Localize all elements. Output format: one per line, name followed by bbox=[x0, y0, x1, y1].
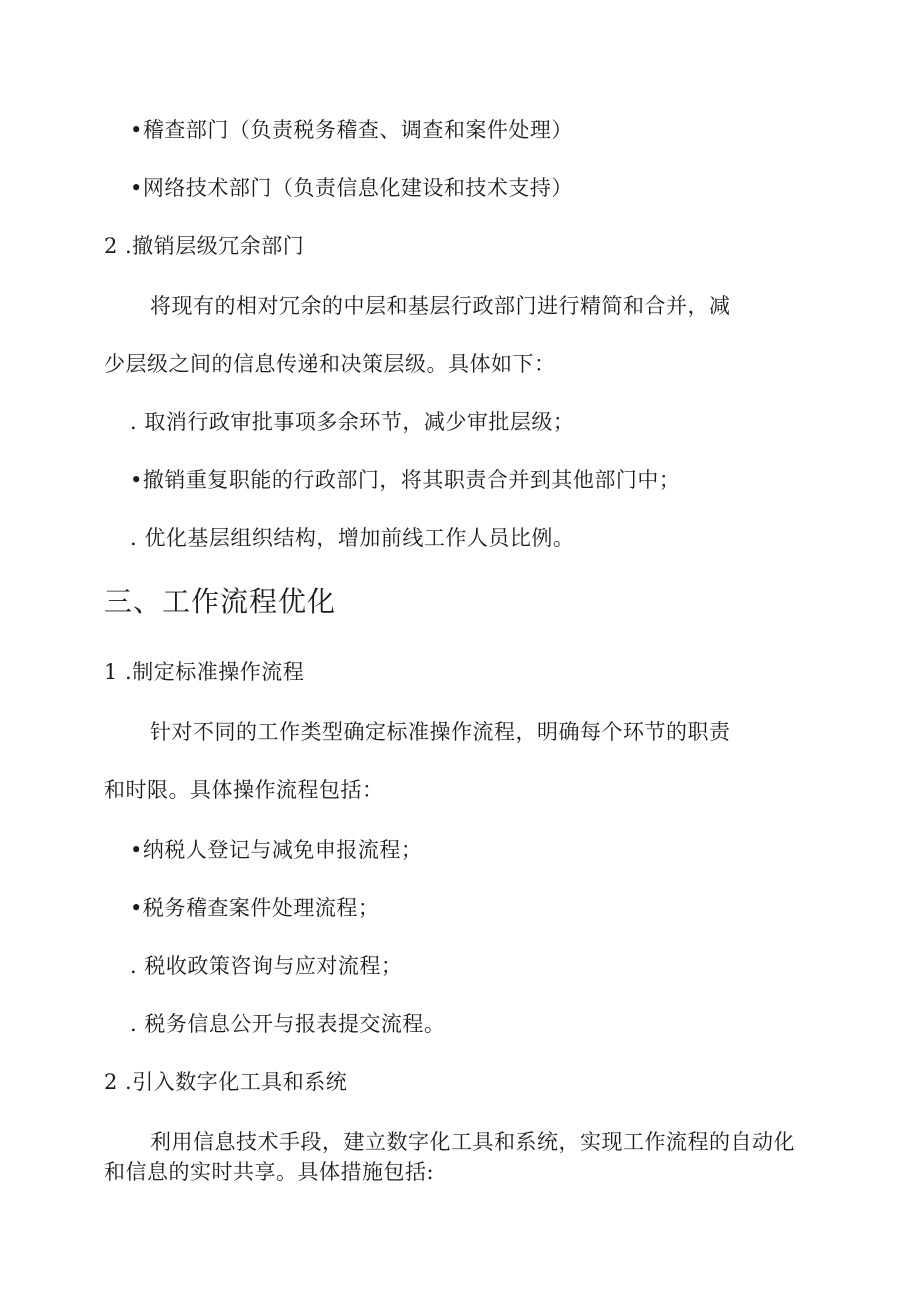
section-heading-workflow-optimization: 三、工作流程优化 bbox=[104, 585, 337, 618]
subheading-standard-procedures: 1 .制定标准操作流程 bbox=[104, 660, 305, 684]
list-item: . 税务信息公开与报表提交流程。 bbox=[130, 1012, 446, 1036]
bullet-audit-department: •稽查部门（负责税务稽查、调查和案件处理） bbox=[130, 118, 573, 142]
list-item: . 取消行政审批事项多余环节，减少审批层级； bbox=[130, 410, 575, 434]
subheading-remove-redundant-departments: 2 .撤销层级冗余部门 bbox=[104, 234, 305, 258]
paragraph-line: 和信息的实时共享。具体措施包括: bbox=[104, 1160, 435, 1184]
list-item: •纳税人登记与减免申报流程； bbox=[130, 838, 423, 862]
paragraph-line: 将现有的相对冗余的中层和基层行政部门进行精简和合并，减 bbox=[150, 294, 731, 318]
paragraph-line: 利用信息技术手段，建立数字化工具和系统，实现工作流程的自动化 bbox=[150, 1130, 795, 1154]
paragraph-line: 针对不同的工作类型确定标准操作流程，明确每个环节的职责 bbox=[150, 720, 731, 744]
list-item: . 税收政策咨询与应对流程； bbox=[130, 954, 403, 978]
list-item: •撤销重复职能的行政部门，将其职责合并到其他部门中； bbox=[130, 468, 681, 492]
list-item: •税务稽查案件处理流程； bbox=[130, 896, 380, 920]
subheading-digital-tools: 2 .引入数字化工具和系统 bbox=[104, 1070, 348, 1094]
paragraph-line: 少层级之间的信息传递和决策层级。具体如下： bbox=[104, 352, 556, 376]
list-item: . 优化基层组织结构，增加前线工作人员比例。 bbox=[130, 526, 575, 550]
bullet-network-tech-department: •网络技术部门（负责信息化建设和技术支持） bbox=[130, 176, 573, 200]
paragraph-line: 和时限。具体操作流程包括： bbox=[104, 778, 384, 802]
